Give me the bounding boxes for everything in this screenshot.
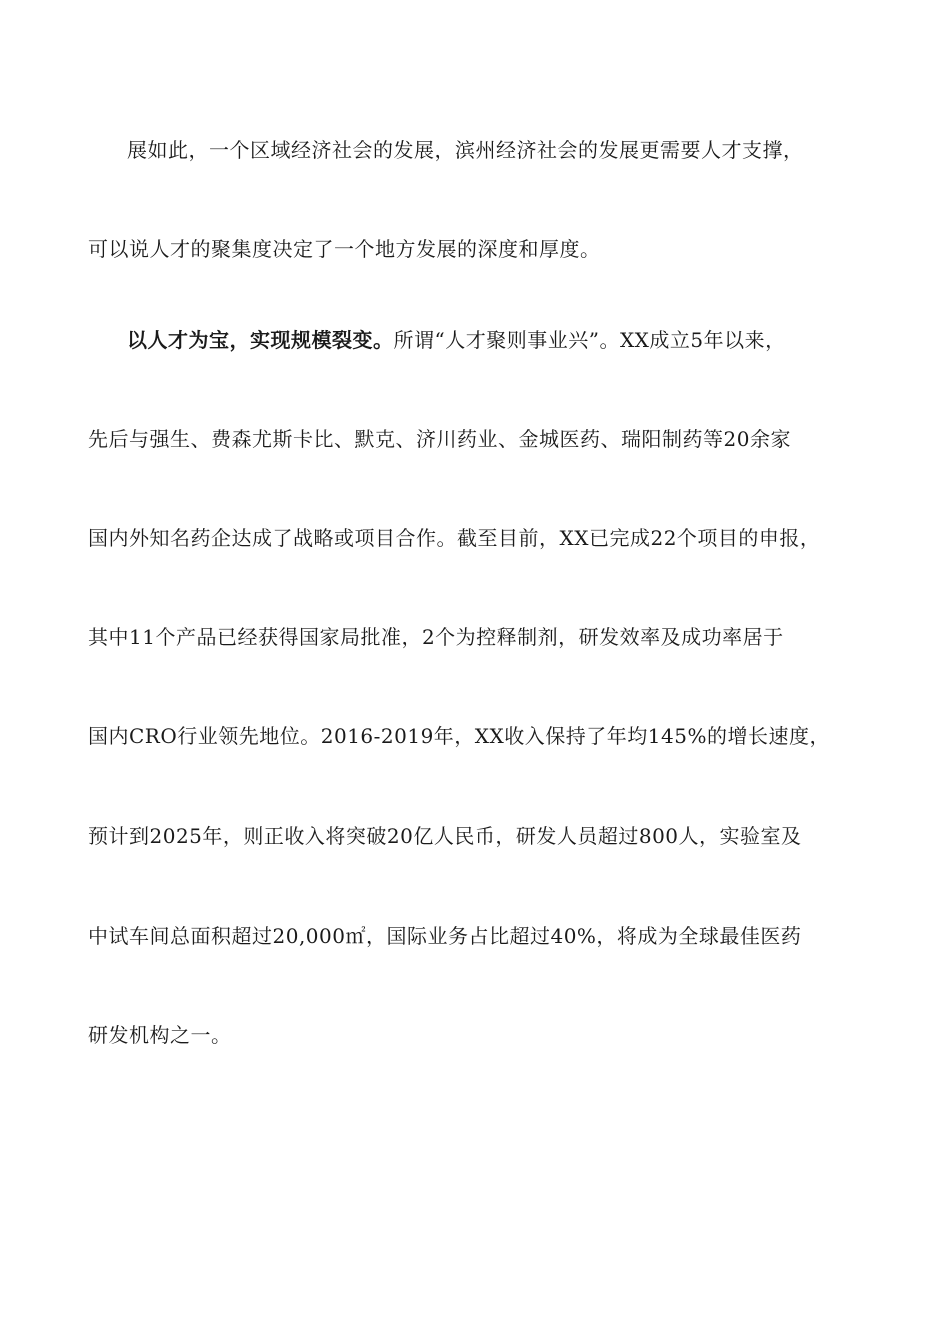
paragraph-2-heading: 以人才为宝，实现规模裂变。 [127, 328, 394, 352]
paragraph-2-line-5: 国内CRO行业领先地位。2016-2019年，XX收入保持了年均145%的增长速度， [88, 724, 830, 748]
paragraph-2-line-1 [127, 326, 927, 354]
paragraph-1-line-2: 可以说人才的聚集度决定了一个地方发展的深度和厚度。 [88, 237, 601, 261]
paragraph-2-line-7: 中试车间总面积超过20,000㎡，国际业务占比超过40%，将成为全球最佳医药 [88, 924, 802, 948]
paragraph-2-line-6: 预计到2025年，则正收入将突破20亿人民币，研发人员超过800人，实验室及 [88, 824, 802, 848]
paragraph-2-line-4: 其中11个产品已经获得国家局批准，2个为控释制剂，研发效率及成功率居于 [88, 625, 784, 649]
paragraph-2-line-1-text: 所谓“人才聚则事业兴”。XX成立5年以来， [393, 328, 786, 352]
paragraph-2-line-8: 研发机构之一。 [88, 1023, 232, 1047]
paragraph-2-line-3: 国内外知名药企达成了战略或项目合作。截至目前，XX已完成22个项目的申报， [88, 526, 821, 550]
paragraph-2-line-2: 先后与强生、费森尤斯卡比、默克、济川药业、金城医药、瑞阳制药等20余家 [88, 427, 791, 451]
paragraph-1-line-1: 展如此，一个区域经济社会的发展，滨州经济社会的发展更需要人才支撑， [127, 138, 804, 162]
